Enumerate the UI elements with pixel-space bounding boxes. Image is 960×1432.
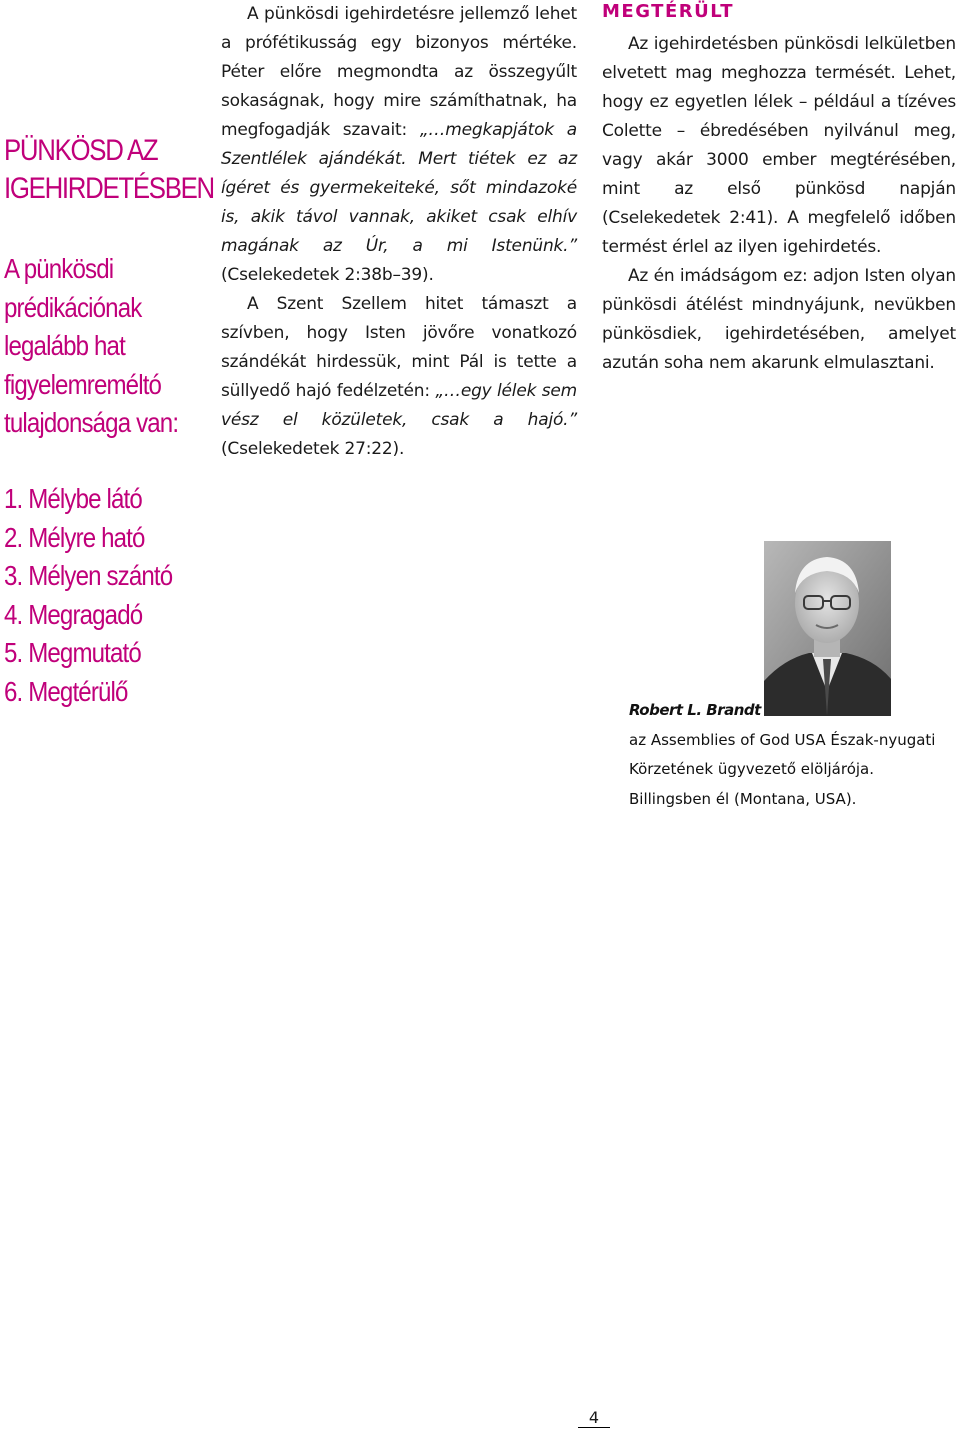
- sidebar-subtitle: [4, 250, 180, 443]
- paragraph: Az én imádságom ez: adjon Isten olyan pünkösdi átélést mindnyájunk, nevükben pünkösdiek, igehirdetésében, amelyet azután soha nem akarunk elmulasztani.: [602, 266, 956, 373]
- list-item: 6. Megtérülő: [4, 675, 128, 707]
- subtitle-line: figyelemreméltó: [4, 368, 162, 400]
- list-item: 5. Megmutató: [4, 637, 141, 668]
- scripture-quote: „…egy lélek sem vész el közületek, csak a hajó.”: [221, 381, 577, 430]
- sidebar-title-line1: PÜNKÖSD AZ: [4, 134, 158, 167]
- article-column-1: [221, 0, 577, 464]
- qualities-list: [4, 480, 172, 711]
- paragraph: [221, 290, 577, 464]
- list-item: 4. Megragadó: [4, 598, 143, 630]
- list-item: 2. Mélyre ható: [4, 521, 145, 553]
- section-heading: MEGTÉRÜLT: [602, 1, 734, 22]
- list-item: 3. Mélyen szántó: [4, 560, 173, 591]
- sidebar-title: [4, 132, 214, 208]
- subtitle-line: prédikációnak: [4, 291, 142, 323]
- subtitle-line: legalább hat: [4, 330, 125, 361]
- subtitle-line: tulajdonsága van:: [4, 407, 179, 438]
- scripture-reference: (Cselekedetek 2:38b–39).: [221, 265, 434, 285]
- author-location: Billingsben él (Montana, USA).: [629, 789, 857, 808]
- page-number: 4: [578, 1409, 610, 1428]
- author-photo: [764, 541, 891, 716]
- author-role: az Assemblies of God USA Észak-nyugati: [629, 730, 936, 749]
- list-item: 1. Mélybe látó: [4, 483, 142, 514]
- paragraph: Az igehirdetésben pünkösdi lelkületben elvetett mag meghozza termését. Lehet, hogy ez egyetlen lélek – például a tízéves Colette – ébredésében nyilvánul meg, vagy akár 3000 ember megtérésében, mint az első pünkösd napján (Cselekedetek 2:41). A megfelelő időben termést érlel az ilyen igehirdetés.: [602, 34, 956, 257]
- scripture-reference: (Cselekedetek 27:22).: [221, 439, 405, 459]
- paragraph-text: A pünkösdi igehirdetésre jellemző lehet a prófétikusság egy bizonyos mértéke. Péter előre megmondta az összegyűlt sokaságnak, hogy mire számíthatnak, ha megfogadják szavait:: [221, 4, 577, 140]
- author-name: Robert L. Brandt: [629, 701, 761, 719]
- paragraph: [221, 0, 577, 290]
- author-portrait-image: [764, 541, 891, 716]
- author-role: Körzetének ügyvezető elöljárója.: [629, 760, 875, 778]
- subtitle-line: A pünkösdi: [4, 253, 114, 284]
- article-column-2: [602, 0, 956, 378]
- paragraph-text: A Szent Szellem hitet támaszt a szívben, hogy Isten jövőre vonatkozó szándékát hirdessük, mint Pál is tette a süllyedő hajó fedélzetén:: [221, 294, 577, 401]
- author-caption: [629, 696, 949, 814]
- scripture-quote: „…megkapjátok a Szentlélek ajándékát. Mert tiétek ez az ígéret és gyermekeiteké, sőt mindazoké is, akik távol vannak, akiket csak elhív magának az Úr, a mi Istenünk.”: [221, 120, 577, 256]
- sidebar-title-line2: IGEHIRDETÉSBEN: [4, 172, 214, 205]
